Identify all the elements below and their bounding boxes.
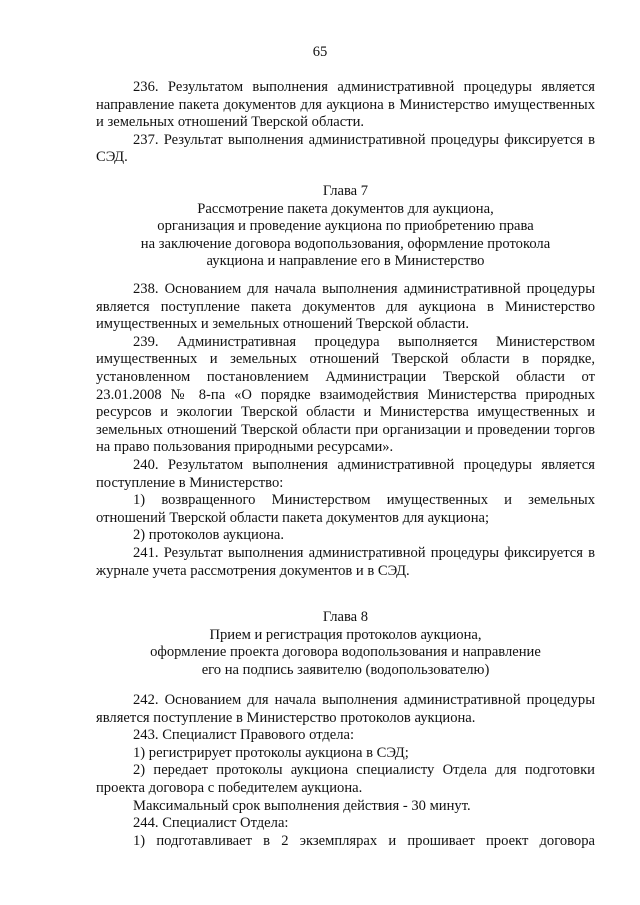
page-number: 65	[312, 44, 328, 60]
chapter-7-line-2: организация и проведение аукциона по приобретению права	[157, 218, 534, 235]
chapter-8-heading	[96, 609, 595, 679]
chapter-8-title: Глава 8	[322, 609, 369, 625]
list-item-244-1-partial: 1) подготавливает в 2 экземплярах и прошивает проект договора	[133, 832, 595, 849]
chapter-7-title: Глава 7	[322, 183, 369, 199]
time-limit-note: Максимальный срок выполнения действия - 30 минут.	[133, 797, 471, 814]
list-item-243-2: 2) передает протоколы аукциона специалисту Отдела для подготовки проекта договора с победителем аукциона.	[96, 762, 595, 796]
paragraph-243: 243. Специалист Правового отдела:	[133, 727, 355, 744]
list-item-240-1: 1) возвращенного Министерством имущественных и земельных отношений Тверской области пакета документов для аукциона;	[96, 492, 595, 526]
list-item-240-2: 2) протоколов аукциона.	[133, 527, 285, 544]
paragraph-238: 238. Основанием для начала выполнения административной процедуры является поступление пакета документов для аукциона в Министерство имущественных и земельных отношений Тверской области.	[96, 281, 595, 333]
paragraph-237: 237. Результат выполнения административной процедуры фиксируется в СЭД.	[96, 131, 595, 166]
paragraph-242: 242. Основанием для начала выполнения административной процедуры является поступление в Министерство протоколов аукциона.	[96, 692, 595, 726]
section-block-3	[96, 692, 595, 850]
list-item-243-1: 1) регистрирует протоколы аукциона в СЭД;	[133, 744, 409, 761]
section-block-1	[96, 79, 595, 167]
chapter-8-line-2: оформление проекта договора водопользования и направление	[150, 644, 541, 661]
chapter-7-line-3: на заключение договора водопользования, оформление протокола	[140, 235, 551, 252]
chapter-7-line-4: аукциона и направление его в Министерство	[206, 253, 485, 270]
paragraph-240: 240. Результатом выполнения административной процедуры является поступление в Министерство:	[96, 456, 595, 491]
chapter-8-line-3: его на подпись заявителю (водопользователю)	[201, 661, 490, 678]
chapter-8-line-1: Прием и регистрация протоколов аукциона,	[209, 626, 482, 643]
paragraph-236: 236. Результатом выполнения административной процедуры является направление пакета документов для аукциона в Министерство имущественных и земельных отношений Тверской области.	[96, 79, 595, 131]
chapter-7-line-1: Рассмотрение пакета документов для аукциона,	[197, 200, 494, 217]
section-block-2	[96, 281, 595, 580]
chapter-7-heading	[96, 183, 595, 271]
paragraph-241: 241. Результат выполнения административной процедуры фиксируется в журнале учета рассмотрения документов и в СЭД.	[96, 544, 595, 579]
paragraph-244: 244. Специалист Отдела:	[133, 815, 289, 832]
paragraph-239: 239. Административная процедура выполняется Министерством имущественных и земельных отношений Тверской области в порядке, установленном постановлением Администрации Тверской области от 23.01.2008 № 8-па «О порядке взаимодействия Министерства природных ресурсов и экологии Тверской области и Министерства имущественных и земельных отношений Тверской области при организации и проведении торгов на право пользования природными ресурсами».	[96, 333, 595, 456]
